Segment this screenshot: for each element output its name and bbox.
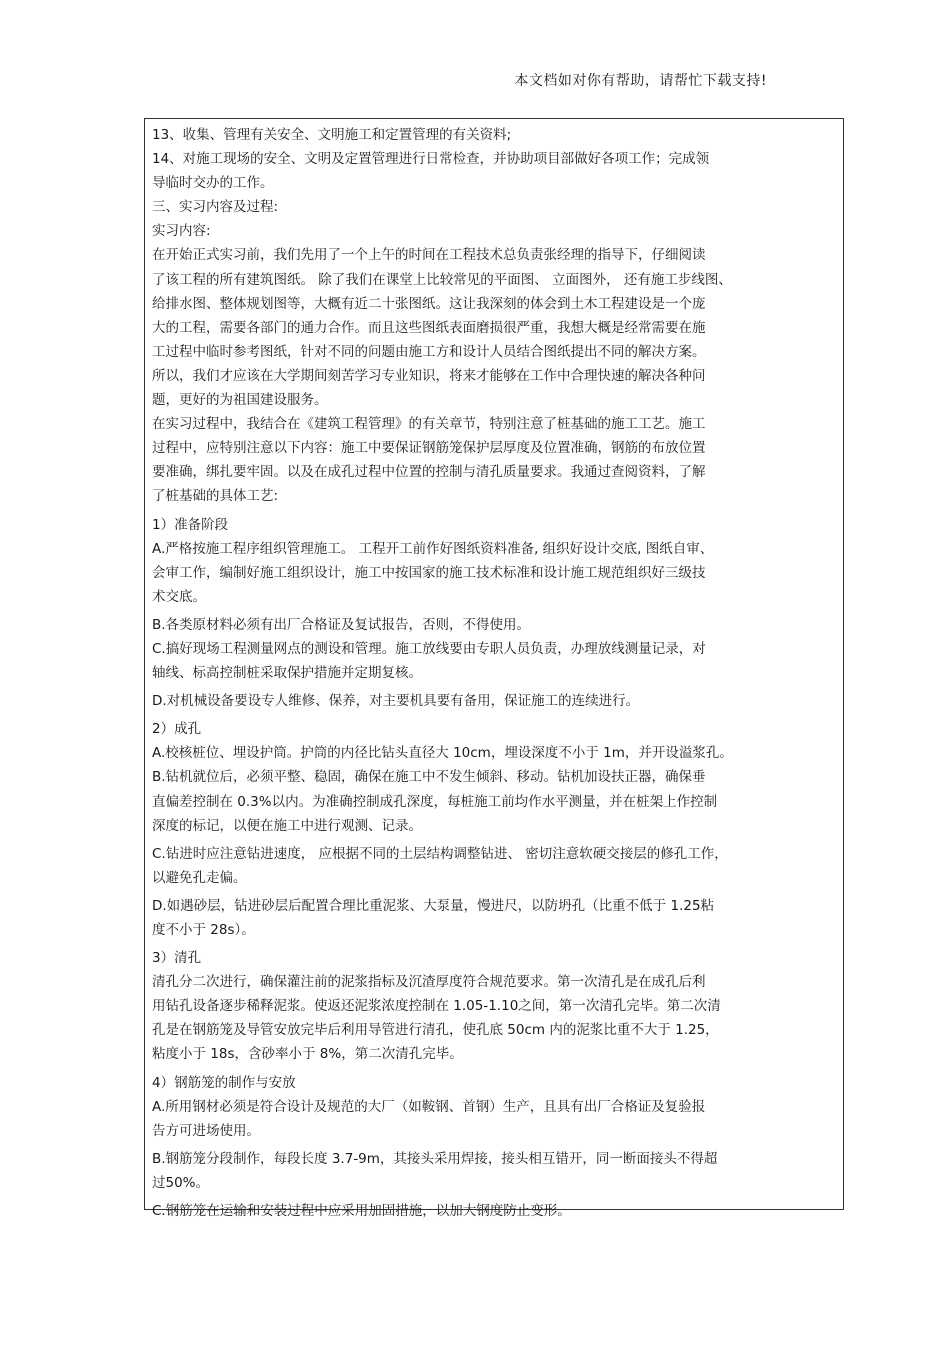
text-line: C.钻进时应注意钻进速度， 应根据不同的土层结构调整钻进、 密切注意软硬交接层的修孔工作， xyxy=(152,845,728,862)
text-line: 会审工作，编制好施工组织设计，施工中按国家的施工技术标准和设计施工规范组织好三级技 xyxy=(152,564,706,581)
text-line: D.如遇砂层，钻进砂层后配置合理比重泥浆、大泵量，慢进尺，以防坍孔（比重不低于 1.25粘 xyxy=(152,897,715,914)
text-line: 给排水图、整体规划图等，大概有近二十张图纸。这让我深刻的体会到土木工程建设是一个庞 xyxy=(152,295,706,312)
text-line: B.各类原材料必须有出厂合格证及复试报告，否则，不得使用。 xyxy=(152,616,531,633)
text-line: 度不小于 28s）。 xyxy=(152,922,255,938)
text-line: 告方可进场使用。 xyxy=(152,1122,260,1139)
text-line: C.钢筋笼在运输和安装过程中应采用加固措施，以加大钢度防止变形。 xyxy=(152,1203,571,1220)
section-heading: 三、实习内容及过程: xyxy=(152,199,279,216)
document-frame xyxy=(144,118,844,1220)
text-line: 在开始正式实习前，我们先用了一个上午的时间在工程技术总负责张经理的指导下，仔细阅读 xyxy=(152,247,706,264)
subsection-heading: 3）清孔 xyxy=(152,950,202,967)
text-line: B.钻机就位后，必须平整、稳固，确保在施工中不发生倾斜、移动。钻机加设扶正器，确保垂 xyxy=(152,769,706,786)
text-line: D.对机械设备要设专人维修、保养，对主要机具要有备用，保证施工的连续进行。 xyxy=(152,693,640,710)
text-line: 用钻孔设备逐步稀释泥浆。使返还泥浆浓度控制在 1.05-1.10之间，第一次清孔完毕。第二次清 xyxy=(152,998,721,1015)
text-line: 过程中，应特别注意以下内容：施工中要保证钢筋笼保护层厚度及位置准确，钢筋的布放位置 xyxy=(152,440,706,457)
text-line: 粘度小于 18s，含砂率小于 8%，第二次清孔完毕。 xyxy=(152,1046,463,1063)
subsection-heading: 1）准备阶段 xyxy=(152,516,229,533)
text-line: A.严格按施工程序组织管理施工。 工程开工前作好图纸资料准备, 组织好设计交底, 图纸自审、 xyxy=(152,540,714,557)
text-line: 工过程中临时参考图纸，针对不同的问题由施工方和设计人员结合图纸提出不同的解决方案。 xyxy=(152,343,706,360)
subsection-heading: 2）成孔 xyxy=(152,721,202,738)
text-line: 孔是在钢筋笼及导管安放完毕后利用导管进行清孔，使孔底 50cm 内的泥浆比重不大于 1.25， xyxy=(152,1022,719,1039)
text-line: 题，更好的为祖国建设服务。 xyxy=(152,392,328,409)
text-line: 过50%。 xyxy=(152,1174,210,1191)
document-body xyxy=(152,123,839,1223)
text-line: 深度的标记，以便在施工中进行观测、记录。 xyxy=(152,817,422,834)
text-line: 清孔分二次进行，确保灌注前的泥浆指标及沉渣厚度符合规范要求。第一次清孔是在成孔后利 xyxy=(152,974,706,991)
text-line: 了该工程的所有建筑图纸。 除了我们在课堂上比较常见的平面图、 立面图外， 还有施工步线图、 xyxy=(152,271,732,288)
text-line: 在实习过程中，我结合在《建筑工程管理》的有关章节，特别注意了桩基础的施工工艺。施工 xyxy=(152,416,706,433)
subsection-heading: 4）钢筋笼的制作与安放 xyxy=(152,1074,296,1091)
text-line: 14、对施工现场的安全、文明及定置管理进行日常检查，并协助项目部做好各项工作；完成领 xyxy=(152,151,710,168)
download-support-note: 本文档如对你有帮助，请帮忙下载支持! xyxy=(514,73,767,89)
text-line: 直偏差控制在 0.3%以内。为准确控制成孔深度，每桩施工前均作水平测量，并在桩架上作控制 xyxy=(152,793,718,810)
text-line: 大的工程，需要各部门的通力合作。而且这些图纸表面磨损很严重，我想大概是经常需要在施 xyxy=(152,319,706,336)
text-line: B.钢筋笼分段制作，每段长度 3.7-9m，其接头采用焊接，接头相互错开，同一断面接头不得超 xyxy=(152,1150,718,1167)
text-line: C.搞好现场工程测量网点的测设和管理。施工放线要由专职人员负责，办理放线测量记录，对 xyxy=(152,640,706,657)
text-line: 导临时交办的工作。 xyxy=(152,175,274,192)
text-line: 轴线、标高控制桩采取保护措施并定期复核。 xyxy=(152,665,422,682)
text-line: 所以，我们才应该在大学期间刻苦学习专业知识，将来才能够在工作中合理快速的解决各种问 xyxy=(152,367,706,384)
text-line: 以避免孔走偏。 xyxy=(152,869,247,886)
text-line: 术交底。 xyxy=(152,588,206,605)
text-line: A.所用钢材必须是符合设计及规范的大厂（如鞍钢、首钢）生产，且具有出厂合格证及复验报 xyxy=(152,1098,706,1115)
text-line: 要准确，绑扎要牢固。以及在成孔过程中位置的控制与清孔质量要求。我通过查阅资料，了解 xyxy=(152,464,706,481)
text-line: 13、收集、管理有关安全、文明施工和定置管理的有关资料; xyxy=(152,127,512,143)
text-line: A.校核桩位、埋设护筒。护筒的内径比钻头直径大 10cm，埋设深度不小于 1m，并开设溢浆孔。 xyxy=(152,745,733,762)
text-line: 了桩基础的具体工艺: xyxy=(152,488,279,505)
text-line: 实习内容: xyxy=(152,223,211,240)
